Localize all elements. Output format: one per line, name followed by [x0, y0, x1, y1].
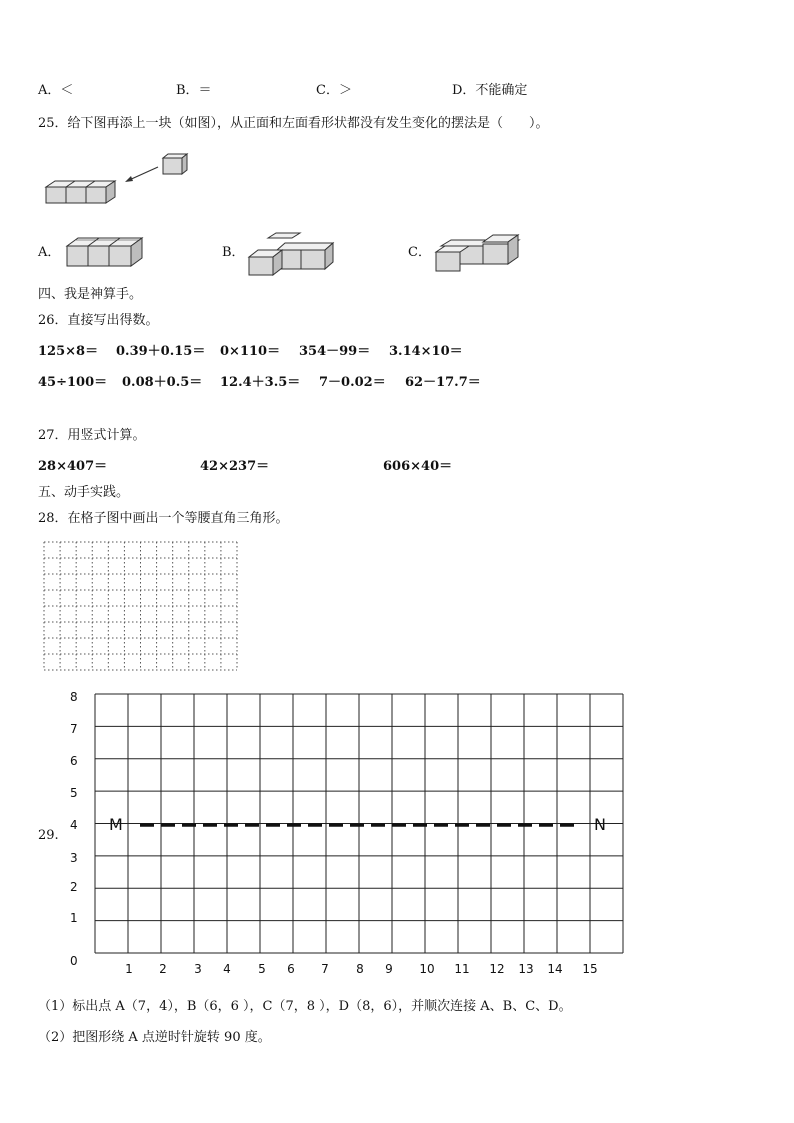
- y-axis-tick-label: 8: [70, 690, 78, 704]
- q25-option-b-label: B．: [222, 245, 245, 260]
- q24-option-c: C．＞: [316, 83, 352, 98]
- q25-option-c-label: C．: [408, 245, 431, 260]
- q25-option-a-figure: [67, 238, 142, 266]
- y-axis-tick-label: 4: [70, 818, 78, 832]
- x-axis-tick-label: 7: [321, 962, 329, 976]
- q27-item-2: 42×237＝: [200, 459, 270, 474]
- x-axis-tick-label: 9: [385, 962, 393, 976]
- x-axis-tick-label: 12: [489, 962, 505, 976]
- section-5-heading: 五、动手实践。: [38, 485, 130, 500]
- x-axis-tick-label: 11: [454, 962, 470, 976]
- x-axis-tick-label: 8: [356, 962, 364, 976]
- q26-r2-c3: 12.4＋3.5＝: [220, 375, 301, 390]
- q29-subquestion-2: （2）把图形绕 A 点逆时针旋转 90 度。: [38, 1030, 271, 1045]
- q27-item-3: 606×40＝: [383, 459, 453, 474]
- q27-title: 27．用竖式计算。: [38, 428, 146, 443]
- x-axis-tick-label: 10: [419, 962, 435, 976]
- y-axis-tick-label: 2: [70, 880, 78, 894]
- y-axis-tick-label: 6: [70, 754, 78, 768]
- q25-option-b-figure: [249, 233, 333, 275]
- q25-question: 25．给下图再添上一块（如图），从正面和左面看形状都没有发生变化的摆法是（ ）。: [38, 116, 549, 131]
- q25-arrow: [127, 167, 158, 181]
- q26-r1-c1: 125×8＝: [38, 344, 99, 359]
- x-axis-tick-label: 1: [125, 962, 133, 976]
- q24-option-b: B．＝: [176, 83, 212, 98]
- q26-title: 26．直接写出得数。: [38, 313, 159, 328]
- q25-extra-cube: [163, 154, 187, 174]
- q25-base-cubes: [46, 181, 115, 203]
- q26-r1-c3: 0×110＝: [220, 344, 281, 359]
- q26-r2-c4: 7－0.02＝: [319, 375, 386, 390]
- q24-option-a: A．＜: [38, 83, 74, 98]
- q29-label-m: M: [109, 815, 123, 834]
- y-axis-tick-label: 1: [70, 911, 78, 925]
- q28-title: 28．在格子图中画出一个等腰直角三角形。: [38, 511, 289, 526]
- q25-option-c-figure: [436, 235, 519, 271]
- x-axis-tick-label: 14: [547, 962, 563, 976]
- y-axis-tick-label: 7: [70, 722, 78, 736]
- y-axis-tick-label: 5: [70, 786, 78, 800]
- q26-r1-c5: 3.14×10＝: [389, 344, 463, 359]
- q29-label-n: N: [594, 815, 606, 834]
- x-axis-tick-label: 5: [258, 962, 266, 976]
- q26-r1-c4: 354－99＝: [299, 344, 371, 359]
- x-axis-tick-label: 2: [159, 962, 167, 976]
- q29-subquestion-1: （1）标出点 A（7，4），B（6，6 ），C（7，8 ），D（8，6），并顺次连接 A、B、C、D。: [38, 999, 572, 1014]
- q24-option-d: D．不能确定: [452, 83, 528, 98]
- x-axis-tick-label: 4: [223, 962, 231, 976]
- x-axis-tick-label: 15: [582, 962, 598, 976]
- q26-r2-c1: 45÷100＝: [38, 375, 108, 390]
- q26-r1-c2: 0.39＋0.15＝: [116, 344, 206, 359]
- x-axis-tick-label: 13: [518, 962, 534, 976]
- q26-r2-c2: 0.08＋0.5＝: [122, 375, 203, 390]
- q27-item-1: 28×407＝: [38, 459, 108, 474]
- q29-number: 29.: [38, 828, 59, 843]
- x-axis-tick-label: 3: [194, 962, 202, 976]
- x-axis-tick-label: 6: [287, 962, 295, 976]
- section-4-heading: 四、我是神算手。: [38, 287, 143, 302]
- q26-r2-c5: 62－17.7＝: [405, 375, 481, 390]
- y-axis-tick-label: 3: [70, 851, 78, 865]
- q25-option-a-label: A．: [38, 245, 61, 260]
- y-axis-tick-label: 0: [70, 954, 78, 968]
